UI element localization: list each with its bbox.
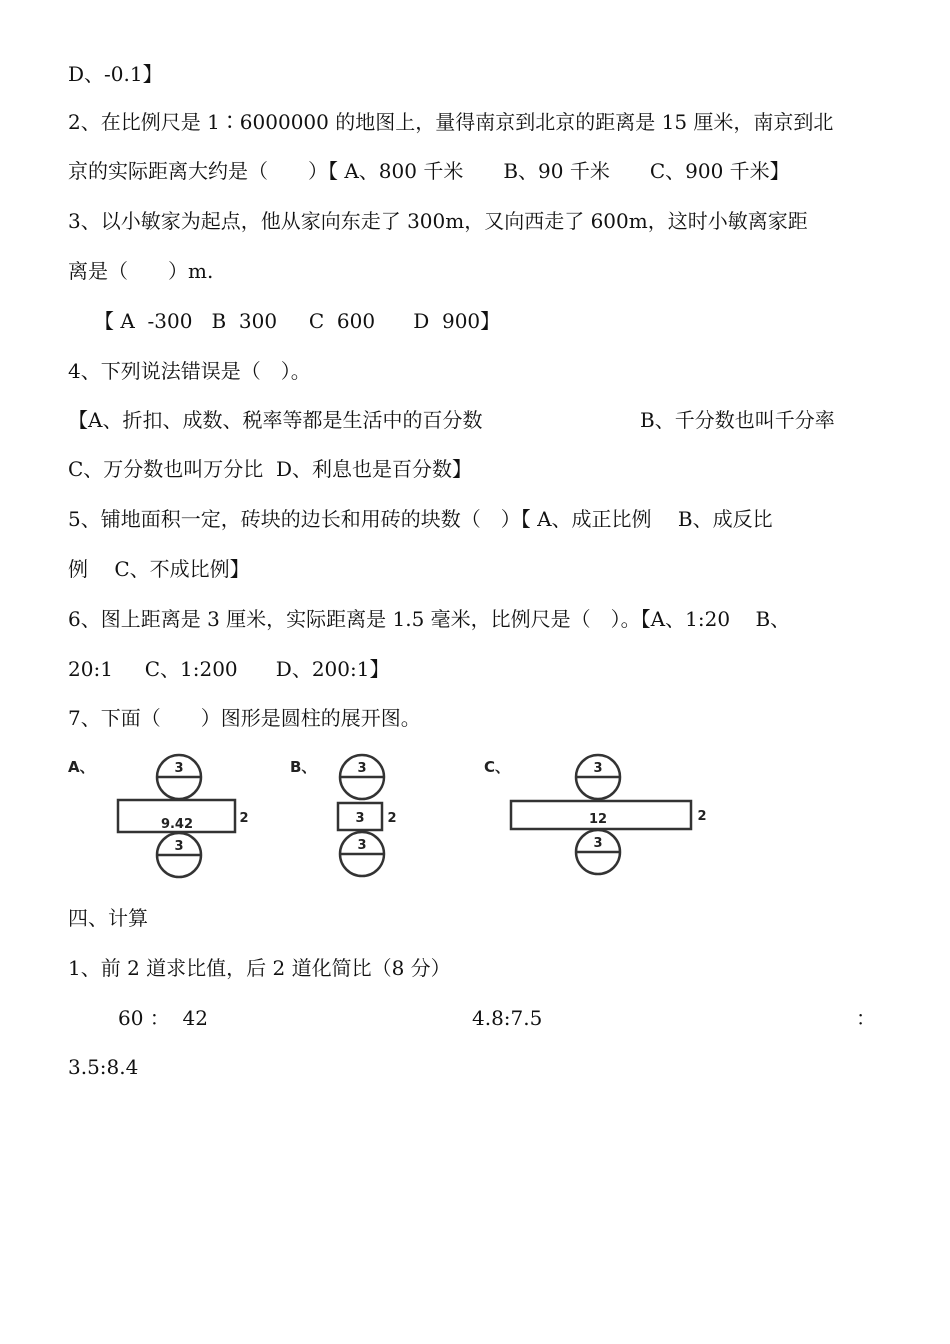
option-a-height: 2 — [239, 811, 249, 826]
question-4-line-1: 4、下列说法错误是（ ）。 — [68, 359, 311, 383]
question-6-line-2: 20:1 C、1:200 D、200:1】 — [68, 657, 390, 681]
question-5-line-2: 例 C、不成比例】 — [68, 557, 250, 581]
question-3-options: 【 A -300 B 300 C 600 D 900】 — [94, 309, 501, 333]
question-4-option-a: 【A、折扣、成数、税率等都是生活中的百分数 — [68, 408, 483, 432]
option-b-label: B、 — [290, 758, 317, 776]
question-5-line-1: 5、铺地面积一定，砖块的边长和用砖的块数（ ）【 A、成正比例 B、成反比 — [68, 507, 773, 531]
option-b-bottom-circle-value: 3 — [357, 838, 367, 853]
ratio-colon: ： — [856, 1006, 876, 1030]
ratio-3-5-8-4: 3.5:8.4 — [68, 1055, 139, 1079]
ratio-4-8-7-5: 4.8:7.5 — [472, 1006, 543, 1030]
question-3-line-2: 离是（ ）m. — [68, 259, 214, 283]
calc-question-1: 1、前 2 道求比值，后 2 道化简比（8 分） — [68, 956, 451, 980]
question-7-line-1: 7、下面（ ）图形是圆柱的展开图。 — [68, 706, 421, 730]
section-heading-calculation: 四、计算 — [68, 906, 148, 930]
question-2-line-2: 京的实际距离大约是（ ）【 A、800 千米 B、90 千米 C、900 千米】 — [68, 159, 790, 183]
option-c-top-circle-value: 3 — [593, 761, 603, 776]
option-b-top-circle-value: 3 — [357, 761, 367, 776]
option-c-rect-value: 12 — [588, 812, 608, 827]
option-c-bottom-circle-value: 3 — [593, 836, 603, 851]
option-a-top-circle-value: 3 — [174, 761, 184, 776]
option-b-rect-value: 3 — [355, 811, 365, 826]
option-a-bottom-circle-value: 3 — [174, 839, 184, 854]
cylinder-net-figure — [66, 742, 716, 884]
question-2-line-1: 2、在比例尺是 1∶6000000 的地图上，量得南京到北京的距离是 15 厘米，南京到北 — [68, 110, 834, 134]
option-c-label: C、 — [484, 758, 511, 776]
question-6-line-1: 6、图上距离是 3 厘米，实际距离是 1.5 毫米，比例尺是（ ）。【A、1:20 B、 — [68, 607, 791, 631]
option-a-rect-value: 9.42 — [160, 817, 194, 832]
text-line-1: D、-0.1】 — [68, 62, 163, 86]
ratio-60-42: 60 ： 42 — [118, 1006, 208, 1030]
question-4-line-3: C、万分数也叫万分比 D、利息也是百分数】 — [68, 457, 473, 481]
option-a-label: A、 — [68, 758, 95, 776]
question-3-line-1: 3、以小敏家为起点，他从家向东走了 300m，又向西走了 600m，这时小敏离家距 — [68, 209, 808, 233]
question-4-option-b: B、千分数也叫千分率 — [640, 408, 835, 432]
option-c-height: 2 — [697, 809, 707, 824]
option-b-height: 2 — [387, 811, 397, 826]
